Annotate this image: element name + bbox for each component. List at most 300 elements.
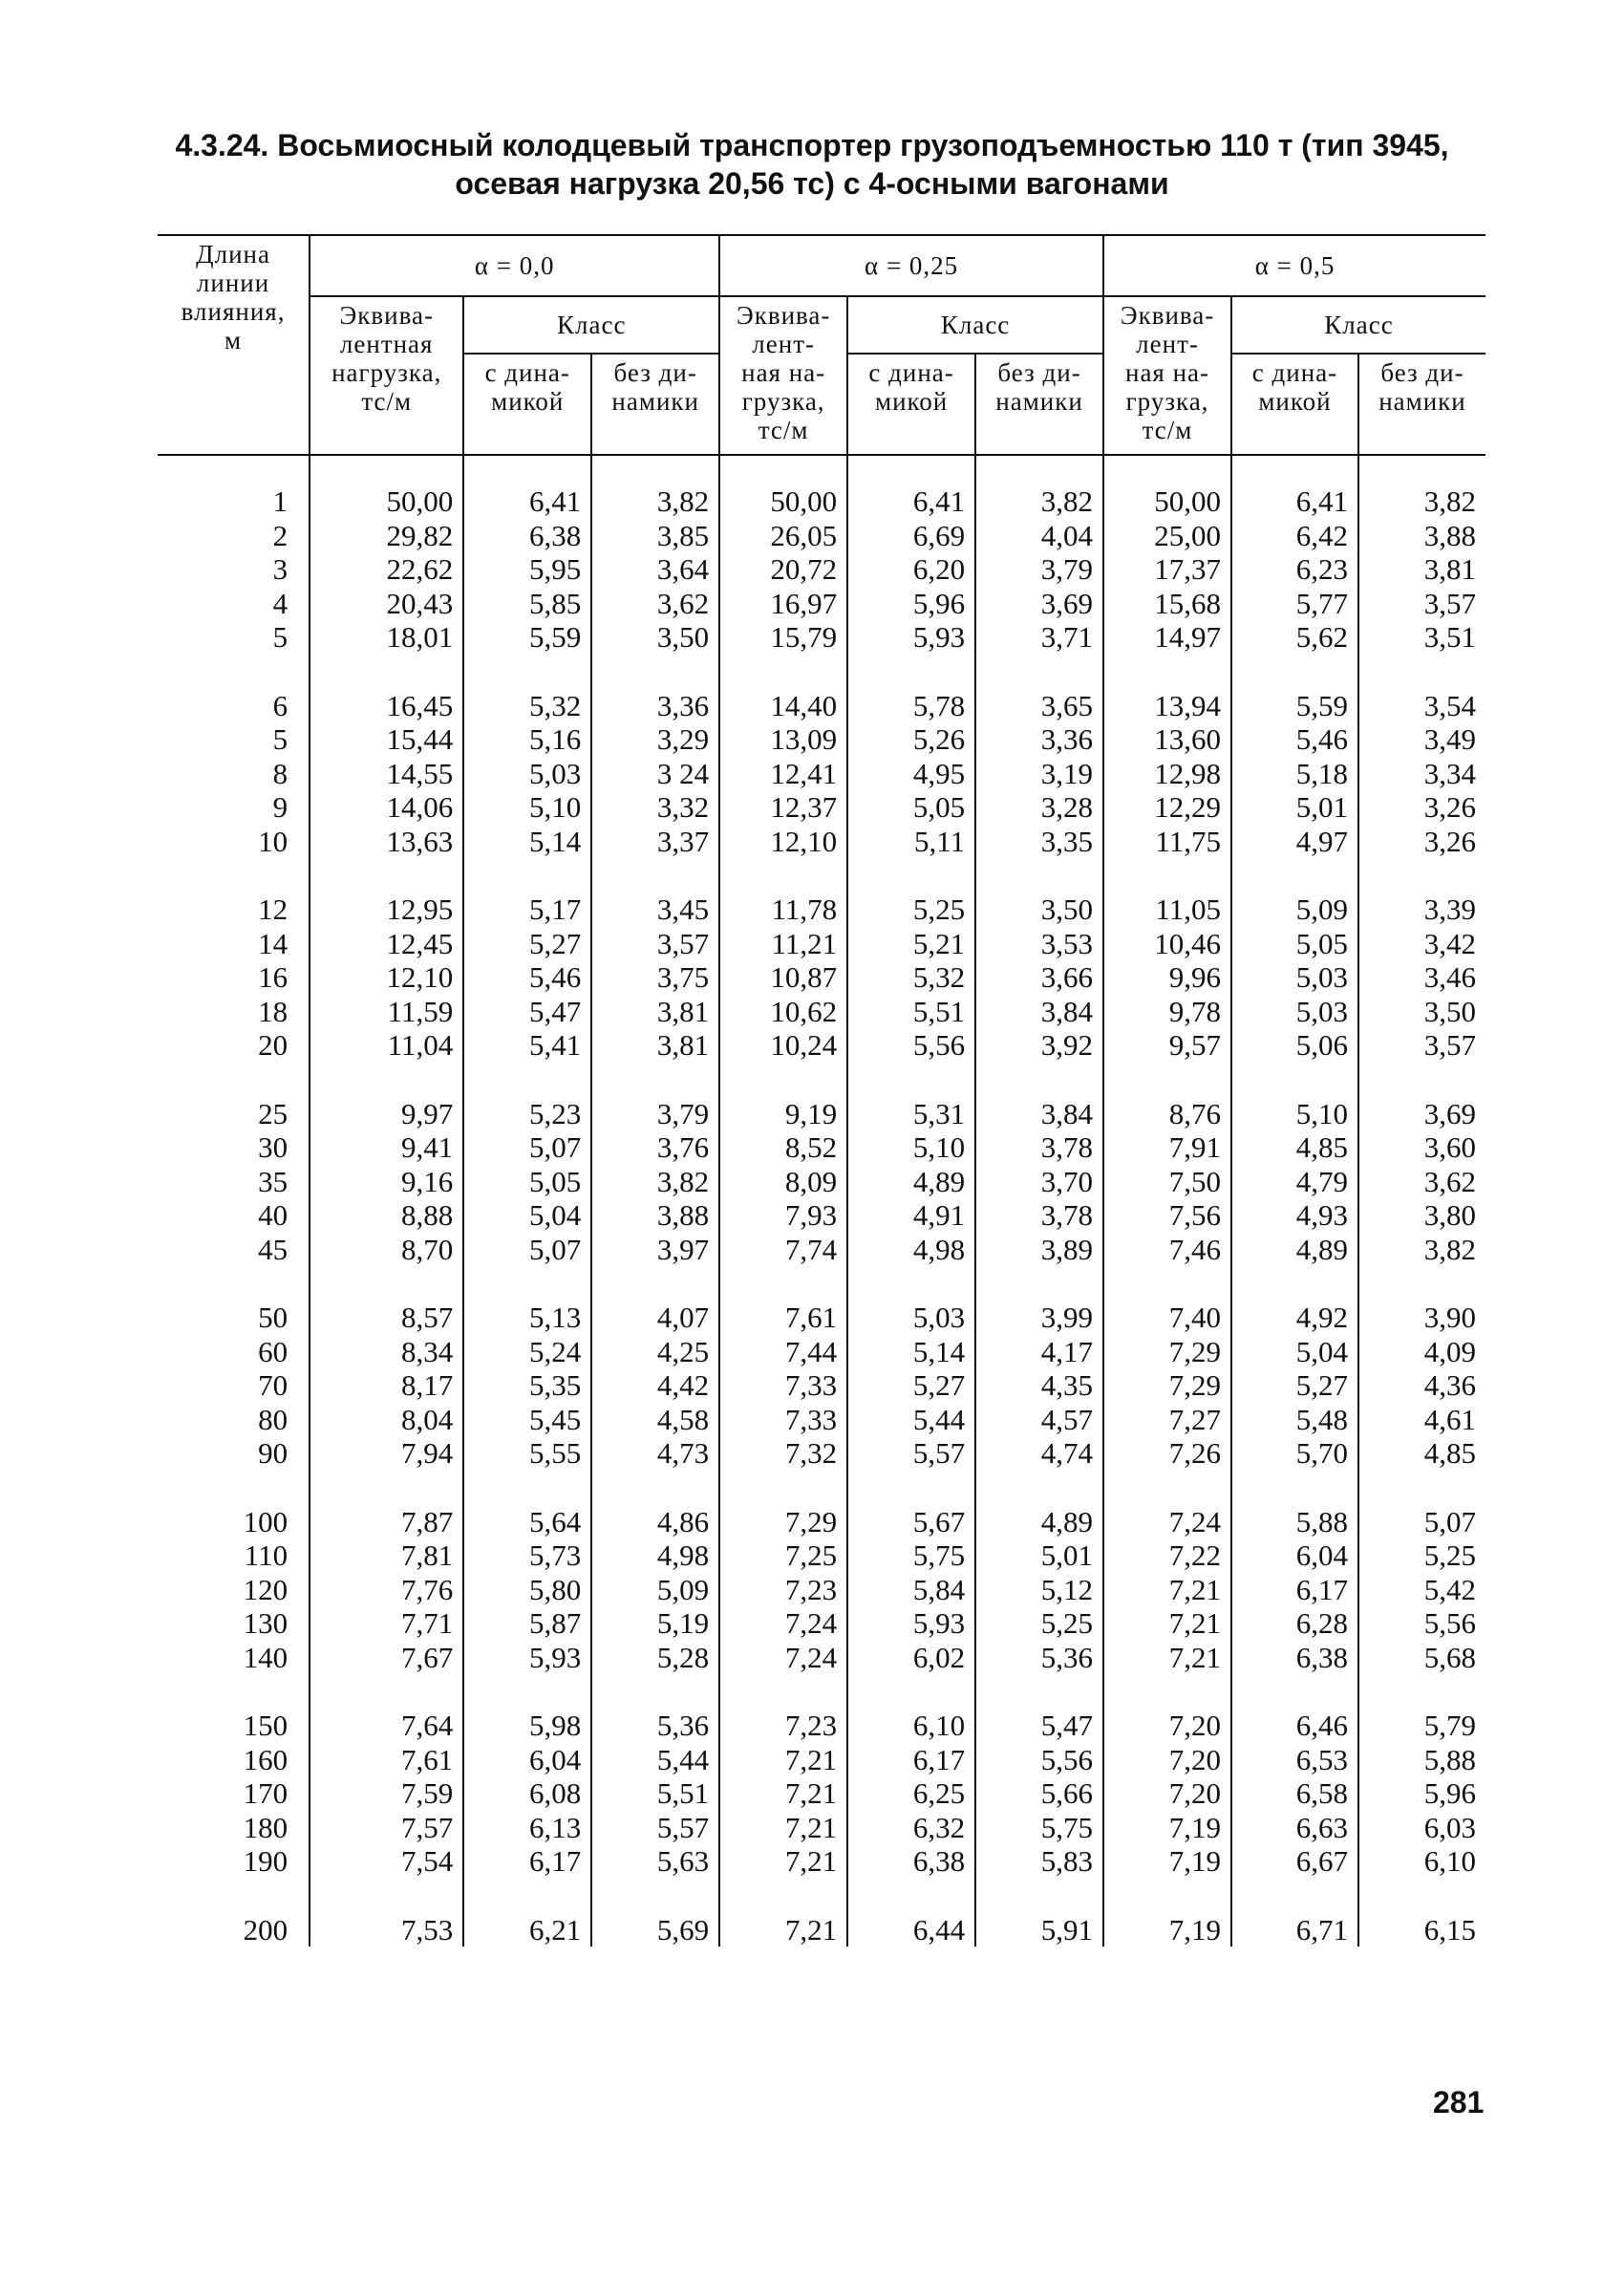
cell-with-dyn-a0: 5,24 (463, 1335, 591, 1369)
cell-without-dyn-a0: 5,44 (591, 1743, 719, 1777)
header-without-dynamics-0: без ди- намики (591, 354, 719, 455)
table-row (158, 1471, 1485, 1539)
cell-without-dyn-a0: 4,42 (591, 1368, 719, 1403)
cell-length: 60 (258, 1334, 288, 1368)
cell-equiv-load-a05: 7,24 (1103, 1471, 1231, 1539)
cell-with-dyn-a025: 5,05 (847, 790, 975, 825)
cell-with-dyn-a05: 5,03 (1231, 995, 1358, 1029)
cell-equiv-load-a0: 14,06 (310, 790, 463, 825)
cell-with-dyn-a0: 6,41 (463, 455, 591, 519)
table-row (158, 722, 1485, 757)
cell-without-dyn-a05: 3,51 (1358, 620, 1485, 655)
cell-without-dyn-a05: 3,46 (1358, 960, 1485, 995)
cell-with-dyn-a025: 5,44 (847, 1403, 975, 1437)
cell-with-dyn-a025: 6,25 (847, 1776, 975, 1811)
cell-equiv-load-a0: 8,17 (310, 1368, 463, 1403)
cell-equiv-load-a025: 11,21 (719, 927, 847, 961)
cell-with-dyn-a0: 6,04 (463, 1743, 591, 1777)
cell-equiv-load-a0: 7,94 (310, 1436, 463, 1471)
cell-with-dyn-a05: 6,71 (1231, 1879, 1358, 1947)
cell-without-dyn-a025: 5,83 (975, 1844, 1103, 1879)
cell-without-dyn-a025: 3,35 (975, 825, 1103, 859)
cell-with-dyn-a0: 5,93 (463, 1641, 591, 1675)
cell-length: 50 (258, 1301, 288, 1334)
cell-equiv-load-a025: 12,41 (719, 757, 847, 791)
cell-with-dyn-a05: 4,92 (1231, 1266, 1358, 1335)
table-header (158, 235, 1485, 455)
cell-length: 160 (243, 1742, 288, 1776)
cell-with-dyn-a05: 5,59 (1231, 655, 1358, 723)
cell-equiv-load-a025: 10,24 (719, 1028, 847, 1063)
cell-with-dyn-a05: 6,23 (1231, 552, 1358, 587)
cell-equiv-load-a05: 10,46 (1103, 927, 1231, 961)
cell-with-dyn-a05: 4,93 (1231, 1198, 1358, 1233)
cell-with-dyn-a0: 5,03 (463, 757, 591, 791)
table-row (158, 1606, 1485, 1641)
table-row (158, 1776, 1485, 1811)
cell-equiv-load-a0: 18,01 (310, 620, 463, 655)
header-length: Длина линии влияния, м (158, 235, 310, 455)
cell-without-dyn-a025: 3,79 (975, 552, 1103, 587)
cell-equiv-load-a0: 9,97 (310, 1063, 463, 1131)
cell-equiv-load-a0: 7,57 (310, 1811, 463, 1845)
cell-without-dyn-a0: 5,28 (591, 1641, 719, 1675)
cell-with-dyn-a0: 5,27 (463, 927, 591, 961)
table-row (158, 519, 1485, 553)
header-alpha-05: α = 0,5 (1103, 235, 1485, 296)
cell-length: 1 (272, 484, 288, 518)
cell-without-dyn-a025: 5,91 (975, 1879, 1103, 1947)
cell-with-dyn-a025: 4,95 (847, 757, 975, 791)
cell-equiv-load-a05: 7,19 (1103, 1811, 1231, 1845)
header-alpha-0: α = 0,0 (310, 235, 719, 296)
cell-length: 9 (272, 790, 288, 824)
cell-with-dyn-a0: 5,04 (463, 1198, 591, 1233)
cell-with-dyn-a05: 4,79 (1231, 1165, 1358, 1199)
cell-without-dyn-a05: 3,62 (1358, 1165, 1485, 1199)
cell-with-dyn-a05: 6,67 (1231, 1844, 1358, 1879)
cell-without-dyn-a025: 3,70 (975, 1165, 1103, 1199)
cell-without-dyn-a05: 4,09 (1358, 1335, 1485, 1369)
cell-without-dyn-a025: 4,35 (975, 1368, 1103, 1403)
cell-without-dyn-a025: 5,25 (975, 1606, 1103, 1641)
cell-length: 3 (272, 552, 288, 586)
cell-length: 14 (258, 926, 288, 960)
cell-equiv-load-a05: 7,21 (1103, 1641, 1231, 1675)
cell-length: 170 (243, 1776, 288, 1810)
cell-without-dyn-a0: 5,36 (591, 1674, 719, 1743)
cell-without-dyn-a0: 4,98 (591, 1538, 719, 1573)
cell-equiv-load-a0: 9,16 (310, 1165, 463, 1199)
cell-with-dyn-a0: 6,13 (463, 1811, 591, 1845)
cell-equiv-load-a0: 7,76 (310, 1573, 463, 1607)
cell-without-dyn-a0: 5,19 (591, 1606, 719, 1641)
cell-with-dyn-a05: 6,46 (1231, 1674, 1358, 1743)
cell-equiv-load-a025: 7,32 (719, 1436, 847, 1471)
cell-without-dyn-a025: 3,36 (975, 722, 1103, 757)
cell-without-dyn-a025: 3,84 (975, 995, 1103, 1029)
header-class-05: Класс (1231, 296, 1485, 354)
cell-length: 2 (272, 518, 288, 552)
cell-equiv-load-a0: 8,88 (310, 1198, 463, 1233)
cell-with-dyn-a05: 6,04 (1231, 1538, 1358, 1573)
cell-length: 180 (243, 1810, 288, 1844)
cell-equiv-load-a025: 7,74 (719, 1233, 847, 1267)
cell-equiv-load-a0: 7,81 (310, 1538, 463, 1573)
table-row (158, 1436, 1485, 1471)
cell-with-dyn-a025: 5,11 (847, 825, 975, 859)
cell-without-dyn-a025: 3,53 (975, 927, 1103, 961)
cell-with-dyn-a05: 6,41 (1231, 455, 1358, 519)
cell-length: 110 (244, 1538, 288, 1572)
cell-without-dyn-a025: 5,75 (975, 1811, 1103, 1845)
cell-length: 6 (272, 688, 288, 722)
cell-equiv-load-a0: 50,00 (310, 455, 463, 519)
cell-equiv-load-a05: 12,98 (1103, 757, 1231, 791)
cell-without-dyn-a025: 3,19 (975, 757, 1103, 791)
table-row (158, 552, 1485, 587)
cell-with-dyn-a0: 5,41 (463, 1028, 591, 1063)
table-row (158, 757, 1485, 791)
cell-with-dyn-a0: 5,85 (463, 587, 591, 621)
cell-without-dyn-a0: 3,79 (591, 1063, 719, 1131)
cell-without-dyn-a0: 4,25 (591, 1335, 719, 1369)
cell-with-dyn-a025: 5,93 (847, 620, 975, 655)
cell-length: 200 (243, 1912, 288, 1947)
cell-without-dyn-a05: 5,88 (1358, 1743, 1485, 1777)
table-row (158, 1063, 1485, 1131)
cell-equiv-load-a0: 29,82 (310, 519, 463, 553)
cell-with-dyn-a025: 5,96 (847, 587, 975, 621)
cell-without-dyn-a05: 5,79 (1358, 1674, 1485, 1743)
cell-without-dyn-a025: 3,82 (975, 455, 1103, 519)
cell-equiv-load-a0: 11,59 (310, 995, 463, 1029)
cell-with-dyn-a05: 4,97 (1231, 825, 1358, 859)
cell-equiv-load-a05: 7,29 (1103, 1368, 1231, 1403)
cell-without-dyn-a05: 3,60 (1358, 1130, 1485, 1165)
cell-with-dyn-a0: 5,47 (463, 995, 591, 1029)
cell-equiv-load-a05: 9,57 (1103, 1028, 1231, 1063)
cell-equiv-load-a025: 20,72 (719, 552, 847, 587)
table-row (158, 1674, 1485, 1743)
cell-with-dyn-a0: 5,07 (463, 1233, 591, 1267)
cell-without-dyn-a05: 5,42 (1358, 1573, 1485, 1607)
header-equiv-load-025: Эквива- лент- ная на- грузка, тс/м (719, 296, 847, 455)
cell-without-dyn-a05: 5,56 (1358, 1606, 1485, 1641)
cell-with-dyn-a025: 5,25 (847, 858, 975, 927)
cell-equiv-load-a025: 7,33 (719, 1403, 847, 1437)
cell-with-dyn-a025: 6,10 (847, 1674, 975, 1743)
cell-equiv-load-a05: 7,50 (1103, 1165, 1231, 1199)
cell-with-dyn-a05: 5,06 (1231, 1028, 1358, 1063)
cell-without-dyn-a025: 5,12 (975, 1573, 1103, 1607)
cell-equiv-load-a025: 14,40 (719, 655, 847, 723)
cell-with-dyn-a05: 5,05 (1231, 927, 1358, 961)
header-alpha-025: α = 0,25 (719, 235, 1103, 296)
cell-equiv-load-a05: 15,68 (1103, 587, 1231, 621)
cell-with-dyn-a025: 5,51 (847, 995, 975, 1029)
cell-without-dyn-a05: 3,90 (1358, 1266, 1485, 1335)
cell-without-dyn-a0: 3,85 (591, 519, 719, 553)
cell-equiv-load-a0: 14,55 (310, 757, 463, 791)
cell-length: 80 (258, 1402, 288, 1436)
header-class-025: Класс (847, 296, 1103, 354)
cell-without-dyn-a0: 4,73 (591, 1436, 719, 1471)
cell-with-dyn-a0: 5,80 (463, 1573, 591, 1607)
table-row (158, 1198, 1485, 1233)
cell-equiv-load-a0: 16,45 (310, 655, 463, 723)
cell-without-dyn-a05: 4,61 (1358, 1403, 1485, 1437)
cell-without-dyn-a0: 3,37 (591, 825, 719, 859)
cell-without-dyn-a05: 5,25 (1358, 1538, 1485, 1573)
table-row (158, 655, 1485, 723)
cell-with-dyn-a0: 5,59 (463, 620, 591, 655)
cell-equiv-load-a025: 7,25 (719, 1538, 847, 1573)
cell-with-dyn-a0: 5,13 (463, 1266, 591, 1335)
cell-without-dyn-a025: 5,01 (975, 1538, 1103, 1573)
cell-equiv-load-a05: 7,22 (1103, 1538, 1231, 1573)
cell-without-dyn-a05: 6,03 (1358, 1811, 1485, 1845)
cell-with-dyn-a05: 5,77 (1231, 587, 1358, 621)
table-row (158, 1165, 1485, 1199)
cell-equiv-load-a05: 13,94 (1103, 655, 1231, 723)
cell-equiv-load-a025: 12,10 (719, 825, 847, 859)
cell-with-dyn-a05: 4,89 (1231, 1233, 1358, 1267)
cell-with-dyn-a05: 5,01 (1231, 790, 1358, 825)
cell-equiv-load-a0: 7,53 (310, 1879, 463, 1947)
title-line-2: осевая нагрузка 20,56 тс) с 4-осными вагонами (455, 166, 1169, 201)
cell-equiv-load-a05: 7,40 (1103, 1266, 1231, 1335)
cell-with-dyn-a0: 5,16 (463, 722, 591, 757)
cell-with-dyn-a025: 5,31 (847, 1063, 975, 1131)
cell-equiv-load-a025: 7,21 (719, 1743, 847, 1777)
cell-equiv-load-a025: 16,97 (719, 587, 847, 621)
cell-with-dyn-a0: 5,10 (463, 790, 591, 825)
cell-with-dyn-a05: 5,48 (1231, 1403, 1358, 1437)
cell-without-dyn-a025: 3,99 (975, 1266, 1103, 1335)
cell-equiv-load-a025: 7,93 (719, 1198, 847, 1233)
header-class-0: Класс (463, 296, 719, 354)
table-row (158, 927, 1485, 961)
cell-without-dyn-a0: 3,82 (591, 1165, 719, 1199)
cell-without-dyn-a05: 6,10 (1358, 1844, 1485, 1879)
cell-equiv-load-a025: 7,23 (719, 1573, 847, 1607)
cell-with-dyn-a0: 5,73 (463, 1538, 591, 1573)
cell-with-dyn-a0: 6,21 (463, 1879, 591, 1947)
cell-equiv-load-a0: 7,67 (310, 1641, 463, 1675)
cell-without-dyn-a0: 3,32 (591, 790, 719, 825)
cell-equiv-load-a025: 7,21 (719, 1844, 847, 1879)
cell-with-dyn-a05: 5,03 (1231, 960, 1358, 995)
cell-without-dyn-a025: 5,56 (975, 1743, 1103, 1777)
cell-without-dyn-a0: 3,97 (591, 1233, 719, 1267)
cell-length: 120 (243, 1572, 288, 1606)
cell-without-dyn-a0: 4,07 (591, 1266, 719, 1335)
cell-length: 25 (258, 1096, 288, 1130)
cell-equiv-load-a05: 7,91 (1103, 1130, 1231, 1165)
cell-with-dyn-a05: 5,88 (1231, 1471, 1358, 1539)
cell-with-dyn-a025: 6,20 (847, 552, 975, 587)
cell-equiv-load-a025: 13,09 (719, 722, 847, 757)
cell-without-dyn-a025: 3,78 (975, 1198, 1103, 1233)
table-row (158, 1130, 1485, 1165)
cell-equiv-load-a05: 9,96 (1103, 960, 1231, 995)
cell-with-dyn-a0: 5,55 (463, 1436, 591, 1471)
cell-with-dyn-a05: 5,62 (1231, 620, 1358, 655)
cell-equiv-load-a0: 12,45 (310, 927, 463, 961)
cell-without-dyn-a0: 5,09 (591, 1573, 719, 1607)
cell-with-dyn-a05: 6,28 (1231, 1606, 1358, 1641)
cell-without-dyn-a025: 3,89 (975, 1233, 1103, 1267)
cell-with-dyn-a025: 5,26 (847, 722, 975, 757)
table-title (134, 126, 1490, 203)
cell-length: 12 (258, 893, 288, 926)
cell-equiv-load-a025: 8,52 (719, 1130, 847, 1165)
cell-equiv-load-a0: 15,44 (310, 722, 463, 757)
title-line-1: 4.3.24. Восьмиосный колодцевый транспортер грузоподъемностью 110 т (тип 3945, (175, 128, 1449, 162)
cell-without-dyn-a0: 3,76 (591, 1130, 719, 1165)
cell-length: 5 (272, 620, 288, 654)
cell-with-dyn-a025: 5,84 (847, 1573, 975, 1607)
cell-length: 8 (272, 756, 288, 790)
cell-with-dyn-a025: 4,91 (847, 1198, 975, 1233)
cell-without-dyn-a0: 3,29 (591, 722, 719, 757)
cell-without-dyn-a05: 3,80 (1358, 1198, 1485, 1233)
cell-length: 16 (258, 960, 288, 994)
table-row (158, 1335, 1485, 1369)
header-with-dynamics-025: с дина- микой (847, 354, 975, 455)
cell-equiv-load-a025: 7,24 (719, 1606, 847, 1641)
cell-without-dyn-a025: 3,78 (975, 1130, 1103, 1165)
cell-without-dyn-a025: 5,66 (975, 1776, 1103, 1811)
cell-with-dyn-a025: 5,93 (847, 1606, 975, 1641)
cell-equiv-load-a05: 7,19 (1103, 1879, 1231, 1947)
table-row (158, 960, 1485, 995)
cell-without-dyn-a0: 3,45 (591, 858, 719, 927)
cell-equiv-load-a05: 14,97 (1103, 620, 1231, 655)
table-row (158, 1538, 1485, 1573)
cell-without-dyn-a05: 3,26 (1358, 790, 1485, 825)
cell-with-dyn-a0: 6,17 (463, 1844, 591, 1879)
cell-with-dyn-a0: 5,32 (463, 655, 591, 723)
cell-equiv-load-a025: 15,79 (719, 620, 847, 655)
cell-without-dyn-a025: 3,69 (975, 587, 1103, 621)
table-row (158, 1573, 1485, 1607)
cell-without-dyn-a0: 3,81 (591, 1028, 719, 1063)
table-row (158, 858, 1485, 927)
cell-without-dyn-a0: 3,82 (591, 455, 719, 519)
cell-with-dyn-a025: 4,89 (847, 1165, 975, 1199)
cell-with-dyn-a025: 5,32 (847, 960, 975, 995)
cell-with-dyn-a0: 5,46 (463, 960, 591, 995)
cell-with-dyn-a0: 5,35 (463, 1368, 591, 1403)
cell-equiv-load-a05: 11,05 (1103, 858, 1231, 927)
cell-equiv-load-a025: 9,19 (719, 1063, 847, 1131)
cell-with-dyn-a0: 6,08 (463, 1776, 591, 1811)
cell-length: 70 (258, 1368, 288, 1402)
cell-equiv-load-a025: 7,24 (719, 1641, 847, 1675)
cell-with-dyn-a025: 5,03 (847, 1266, 975, 1335)
cell-with-dyn-a0: 5,05 (463, 1165, 591, 1199)
table-row (158, 1266, 1485, 1335)
cell-equiv-load-a025: 50,00 (719, 455, 847, 519)
cell-with-dyn-a0: 5,98 (463, 1674, 591, 1743)
cell-without-dyn-a0: 3 24 (591, 757, 719, 791)
cell-with-dyn-a0: 5,87 (463, 1606, 591, 1641)
table-row (158, 1028, 1485, 1063)
cell-without-dyn-a025: 4,74 (975, 1436, 1103, 1471)
table-row (158, 1811, 1485, 1845)
cell-without-dyn-a05: 3,88 (1358, 519, 1485, 553)
cell-with-dyn-a025: 6,41 (847, 455, 975, 519)
cell-with-dyn-a0: 5,95 (463, 552, 591, 587)
cell-without-dyn-a05: 5,68 (1358, 1641, 1485, 1675)
cell-with-dyn-a05: 6,17 (1231, 1573, 1358, 1607)
cell-without-dyn-a05: 3,49 (1358, 722, 1485, 757)
cell-without-dyn-a025: 4,57 (975, 1403, 1103, 1437)
table-row (158, 1233, 1485, 1267)
cell-equiv-load-a025: 7,21 (719, 1879, 847, 1947)
cell-equiv-load-a05: 7,56 (1103, 1198, 1231, 1233)
cell-equiv-load-a0: 8,70 (310, 1233, 463, 1267)
cell-equiv-load-a05: 7,21 (1103, 1573, 1231, 1607)
cell-length: 18 (258, 994, 288, 1028)
cell-equiv-load-a025: 7,33 (719, 1368, 847, 1403)
cell-with-dyn-a05: 6,53 (1231, 1743, 1358, 1777)
cell-length: 30 (258, 1130, 288, 1164)
cell-with-dyn-a05: 4,85 (1231, 1130, 1358, 1165)
page-number: 281 (1433, 2085, 1485, 2119)
cell-without-dyn-a025: 3,28 (975, 790, 1103, 825)
cell-without-dyn-a0: 5,69 (591, 1879, 719, 1947)
cell-equiv-load-a0: 7,71 (310, 1606, 463, 1641)
cell-equiv-load-a0: 7,64 (310, 1674, 463, 1743)
cell-equiv-load-a0: 8,34 (310, 1335, 463, 1369)
cell-equiv-load-a05: 7,26 (1103, 1436, 1231, 1471)
cell-length: 40 (258, 1198, 288, 1232)
cell-equiv-load-a0: 22,62 (310, 552, 463, 587)
cell-without-dyn-a025: 5,36 (975, 1641, 1103, 1675)
table-row (158, 995, 1485, 1029)
cell-with-dyn-a05: 5,09 (1231, 858, 1358, 927)
cell-length: 10 (258, 824, 288, 858)
cell-without-dyn-a05: 3,42 (1358, 927, 1485, 961)
cell-equiv-load-a0: 9,41 (310, 1130, 463, 1165)
cell-with-dyn-a025: 6,02 (847, 1641, 975, 1675)
header-with-dynamics-05: с дина- микой (1231, 354, 1358, 455)
cell-with-dyn-a025: 5,21 (847, 927, 975, 961)
cell-without-dyn-a0: 3,50 (591, 620, 719, 655)
cell-equiv-load-a025: 26,05 (719, 519, 847, 553)
cell-equiv-load-a05: 11,75 (1103, 825, 1231, 859)
header-without-dynamics-025: без ди- намики (975, 354, 1103, 455)
cell-length: 90 (258, 1436, 288, 1470)
cell-without-dyn-a05: 3,82 (1358, 455, 1485, 519)
cell-equiv-load-a0: 8,04 (310, 1403, 463, 1437)
cell-equiv-load-a05: 7,20 (1103, 1674, 1231, 1743)
cell-equiv-load-a025: 11,78 (719, 858, 847, 927)
header-with-dynamics-0: с дина- микой (463, 354, 591, 455)
cell-with-dyn-a0: 5,64 (463, 1471, 591, 1539)
table-row (158, 1403, 1485, 1437)
cell-without-dyn-a0: 4,58 (591, 1403, 719, 1437)
cell-length: 4 (272, 586, 288, 620)
cell-with-dyn-a0: 5,17 (463, 858, 591, 927)
cell-with-dyn-a025: 5,14 (847, 1335, 975, 1369)
cell-without-dyn-a05: 3,57 (1358, 1028, 1485, 1063)
cell-equiv-load-a05: 7,20 (1103, 1743, 1231, 1777)
table-row (158, 455, 1485, 519)
